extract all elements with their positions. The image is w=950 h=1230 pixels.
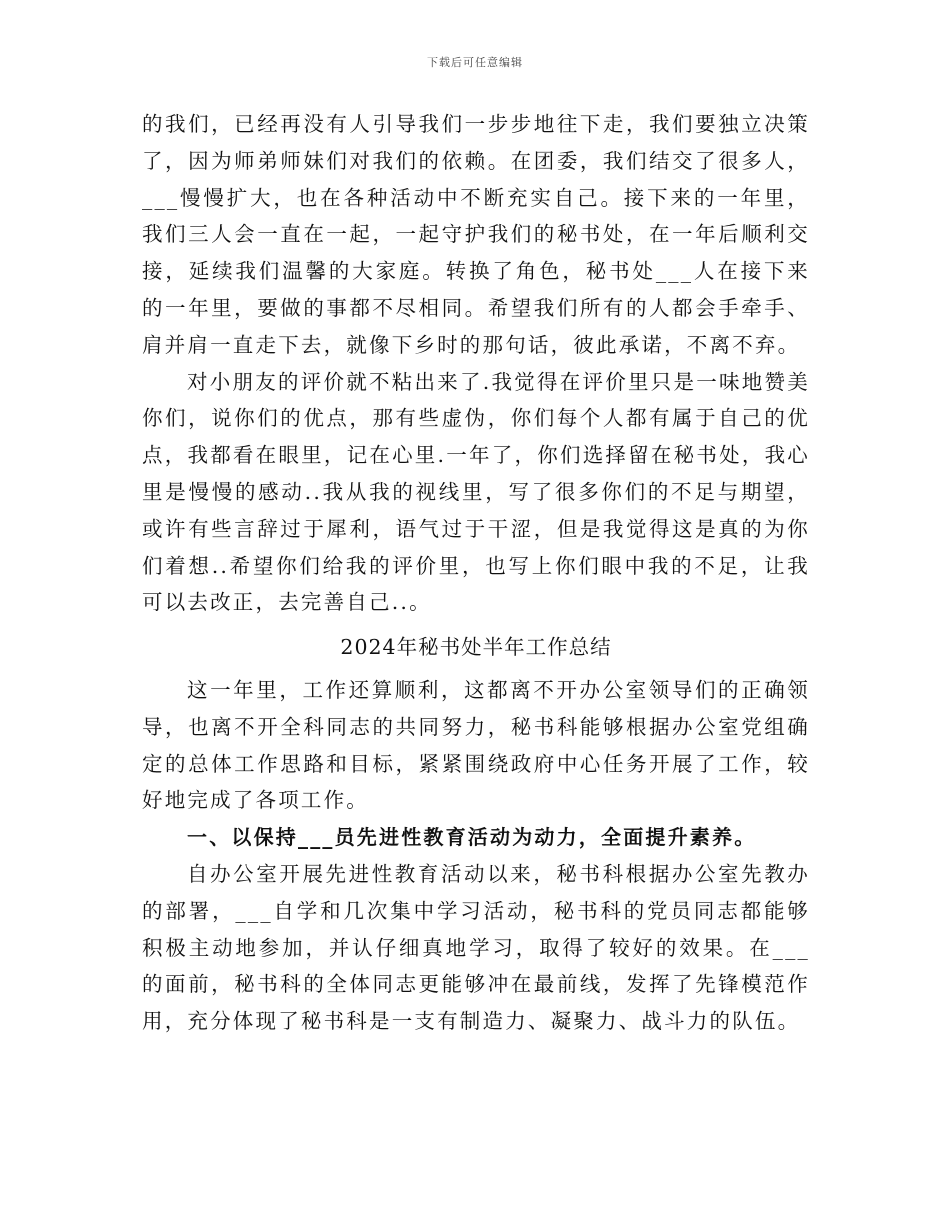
paragraph-continuation: 的我们，已经再没有人引导我们一步步地往下走，我们要独立决策了，因为师弟师妹们对我们的依赖。在团委，我们结交了很多人，___慢慢扩大，也在各种活动中不断充实自己。接下来的一年里，我们三人会一直在一起，一起守护我们的秘书处，在一年后顺利交接，延续我们温馨的大家庭。转换了角色，秘书处___人在接下来的一年里，要做的事都不尽相同。希望我们所有的人都会手牵手、肩并肩一直走下去，就像下乡时的那句话，彼此承诺，不离不弃。 — [142, 112, 810, 357]
paragraph-evaluation: 对小朋友的评价就不粘出来了.我觉得在评价里只是一味地赞美你们，说你们的优点，那有些虚伪，你们每个人都有属于自己的优点，我都看在眼里，记在心里.一年了，你们选择留在秘书处，我心里是慢慢的感动..我从我的视线里，写了很多你们的不足与期望，或许有些言辞过于犀利，语气过于干涩，但是我觉得这是真的为你们着想..希望你们给我的评价里，也写上你们眼中我的不足，让我可以去改正，去完善自己..。 — [142, 369, 810, 615]
paragraph-section-1: 自办公室开展先进性教育活动以来，秘书科根据办公室先教办的部署，___自学和几次集中学习活动，秘书科的党员同志都能够积极主动地参加，并认仔细真地学习，取得了较好的效果。在___的面前，秘书科的全体同志更能够冲在最前线，发挥了先锋模范作用，充分体现了秘书科是一支有制造力、凝聚力、战斗力的队伍。 — [142, 861, 810, 1034]
page-header: 下载后可任意编辑 — [427, 56, 523, 69]
document-body — [142, 106, 810, 1040]
paragraph-intro: 这一年里，工作还算顺利，这都离不开办公室领导们的正确领导，也离不开全科同志的共同努力，秘书科能够根据办公室党组确定的总体工作思路和目标，紧紧围绕政府中心任务开展了工作，较好地完成了各项工作。 — [142, 677, 810, 813]
section-heading-1: 一、以保持___员先进性教育活动为动力，全面提升素养。 — [187, 825, 757, 850]
document-title: 2024年秘书处半年工作总结 — [340, 635, 612, 660]
